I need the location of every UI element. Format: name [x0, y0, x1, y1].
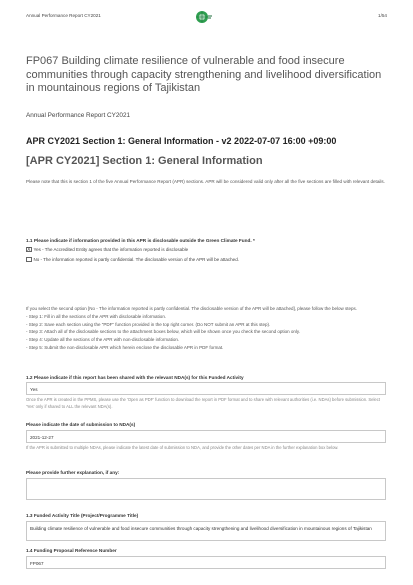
intro-text: Please note that this is section 1 of the five Annual Performance Report (APR) sections. APR will be considered valid only after all the five sections are filled with relevant details.	[26, 179, 386, 184]
nda-shared-helper: Once the APR is created in the PPMS, please use the 'Open as PDF' function to download the report in PDF format and to share with relevant authorities (i.e. NDAs) before submission. Select 'Yes' only if shared to ALL the relevant NDA(s).	[26, 397, 380, 409]
further-explanation-field[interactable]	[26, 478, 386, 500]
section-heading: APR CY2021 Section 1: General Information - v2 2022-07-07 16:00 +09:00	[26, 136, 337, 146]
disclosure-option-no[interactable]	[26, 256, 239, 263]
instruction-line: If you select the second option [No - The information reported is partly confidential. The disclosable version of the APR will be attached], please follow the below steps.	[26, 306, 358, 311]
gcf-logo-icon	[195, 10, 213, 24]
instructions-block	[26, 305, 386, 352]
option-label: No - The information reported is partly confidential. The disclosable version of the APR will be attached.	[33, 257, 239, 262]
instruction-line: - Step 5: Submit the non-disclosable APR which herein enclose the disclosable APR in PDF format.	[26, 344, 224, 350]
funded-activity-title-label: 1.3 Funded Activity Title (Project/Programme Title)	[26, 513, 139, 518]
nda-shared-field[interactable]: Yes	[26, 382, 386, 395]
disclosure-option-yes[interactable]	[26, 246, 188, 253]
instruction-line: - Step 1: Fill in all the sections of the APR with disclosable information.	[26, 313, 167, 319]
page-number: 1/54	[378, 13, 387, 18]
page-header	[26, 10, 387, 24]
submission-date-helper: If the APR is submitted to multiple NDAs, please indicate the latest date of submission to NDA, and provide the other dates per NDA in the further explanation box below.	[26, 445, 339, 450]
funding-proposal-ref-label: 1.4 Funding Proposal Reference Number	[26, 548, 117, 553]
instruction-line: - Step 4: Update all the sections of the APR with non-disclosable information.	[26, 337, 180, 343]
submission-date-field[interactable]: 2021-12-27	[26, 430, 386, 443]
option-label: Yes - The Accredited Entity agrees that the information reported is disclosable	[33, 247, 189, 252]
document-subtitle: Annual Performance Report CY2021	[26, 112, 131, 119]
submission-date-label: Please indicate the date of submission to NDA(s)	[26, 422, 136, 427]
checkbox-unchecked-icon[interactable]	[26, 257, 32, 263]
instruction-line: - Step 3: Attach all of the disclosable sections to the attachment boxes below, which will be shown once you check the second option only.	[26, 329, 301, 335]
funded-activity-title-field[interactable]: Building climate resilience of vulnerable and food insecure communities through capacity strengthening and livelihood diversification in mountainous regions of Tajikistan	[26, 521, 386, 541]
section-title: [APR CY2021] Section 1: General Information	[26, 155, 263, 167]
instruction-line: - Step 2: Save each section using the "PDF" function provided in the top right corner. (Do NOT submit an APR at this step).	[26, 321, 271, 327]
disclosure-question-label: 1.1 Please indicate if information provided in this APR is disclosable outside the Green Climate Fund. *	[26, 238, 255, 243]
funding-proposal-ref-field[interactable]: FP067	[26, 556, 386, 569]
checkbox-checked-icon[interactable]: X	[27, 246, 31, 253]
header-report-title: Annual Performance Report CY2021	[26, 13, 101, 18]
nda-shared-question-label: 1.2 Please indicate if this report has been shared with the relevant NDA(s) for this Funded Activity	[26, 375, 244, 380]
further-explanation-label: Please provide further explanation, if any:	[26, 470, 120, 475]
project-title: FP067 Building climate resilience of vulnerable and food insecure communities through capacity strengthening and livelihood diversification in mountainous regions of Tajikistan	[26, 55, 382, 95]
